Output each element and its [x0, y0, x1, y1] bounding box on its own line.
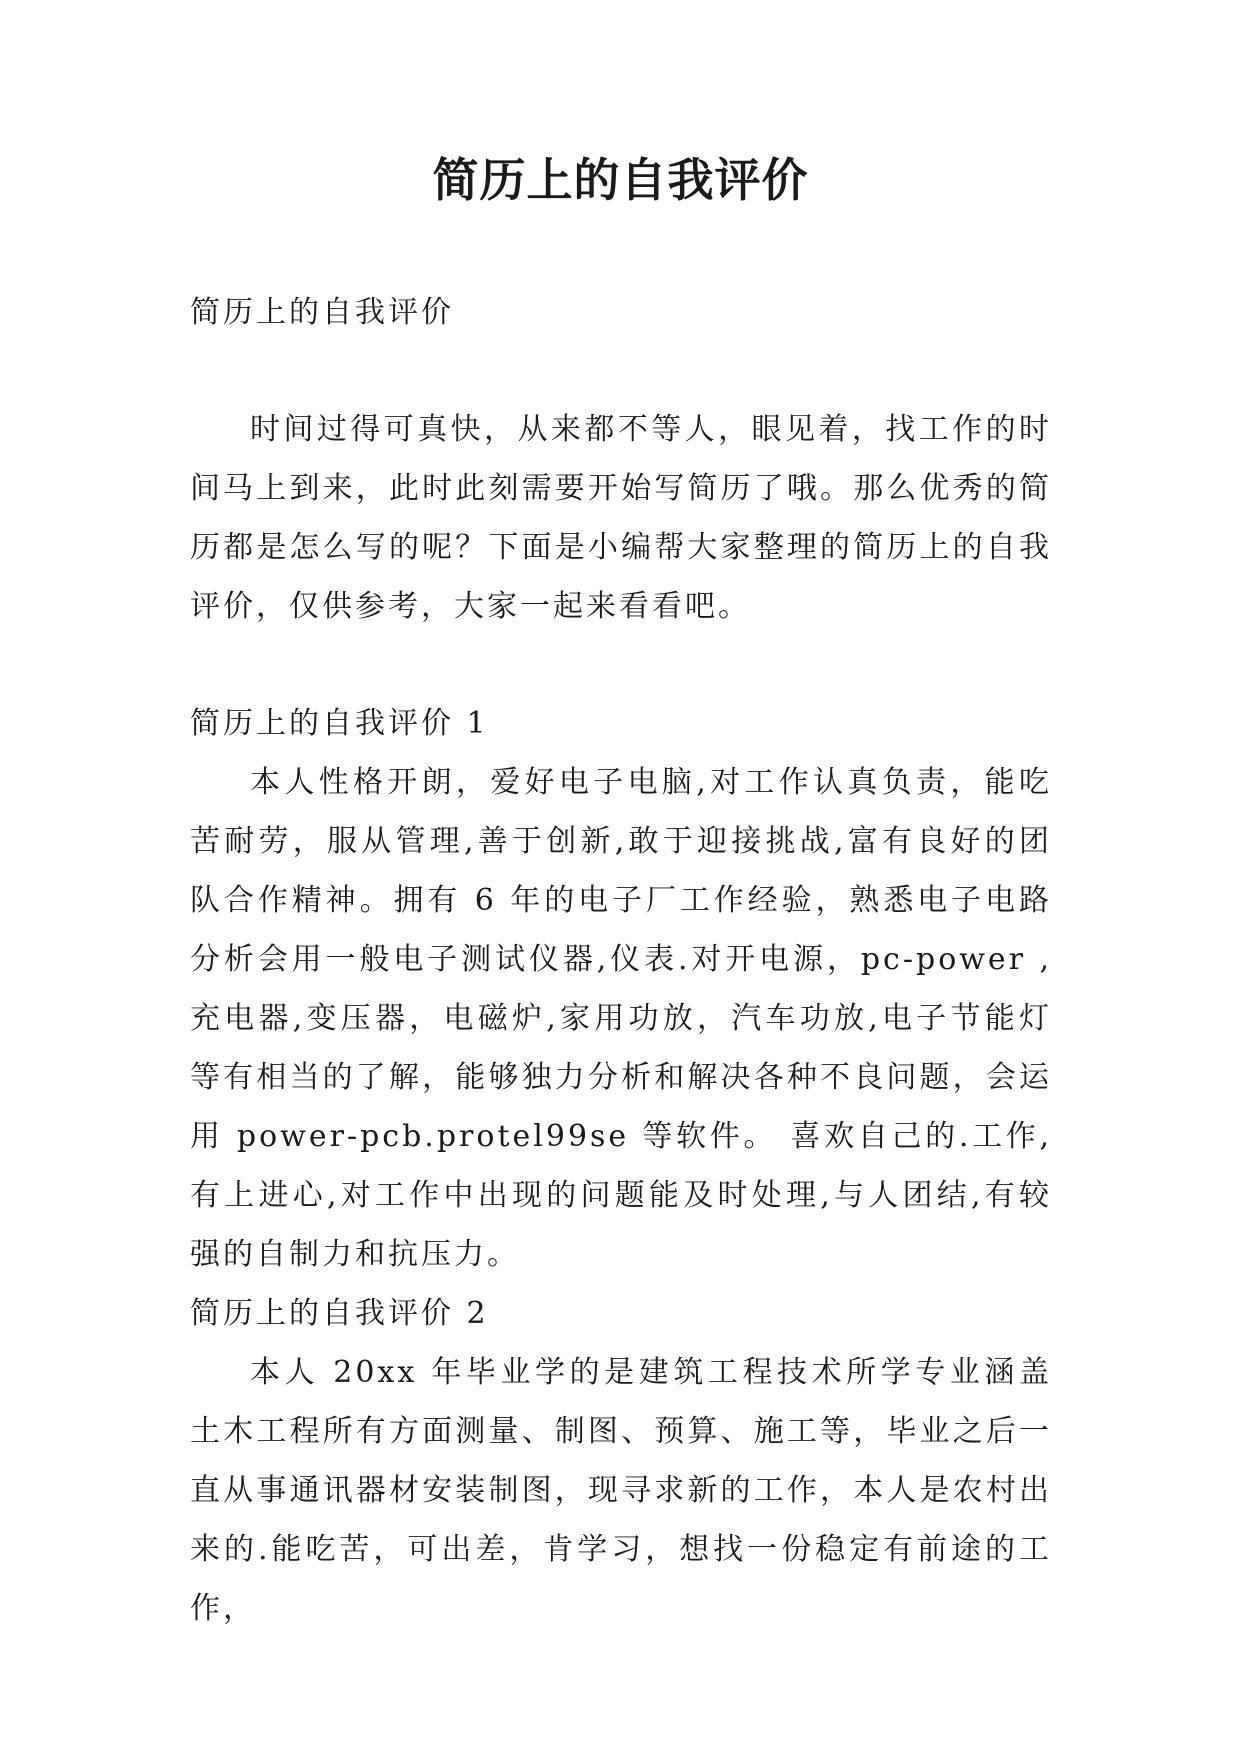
- section-heading-1: 简历上的自我评价 1: [190, 706, 489, 741]
- document-title: 简历上的自我评价: [432, 153, 809, 207]
- document-body: [190, 283, 1052, 1638]
- section-body-2: 本人 20xx 年毕业学的是建筑工程技术所学专业涵盖土木工程所有方面测量、制图、预算、施工等，毕业之后一直从事通讯器材安装制图，现寻求新的工作，本人是农村出来的.能吃苦，可出差，肯学习，想找一份稳定有前途的工作，: [190, 1355, 1052, 1626]
- intro-paragraph: 时间过得可真快，从来都不等人，眼见着，找工作的时间马上到来，此时此刻需要开始写简历了哦。那么优秀的简历都是怎么写的呢？下面是小编帮大家整理的简历上的自我评价，仅供参考，大家一起来看看吧。: [190, 412, 1052, 624]
- section-body-1: 本人性格开朗，爱好电子电脑,对工作认真负责，能吃苦耐劳，服从管理,善于创新,敢于迎接挑战,富有良好的团队合作精神。拥有 6 年的电子厂工作经验，熟悉电子电路分析会用一般电子测试仪器,仪表.对开电源，pc-power ,充电器,变压器，电磁炉,家用功放，汽车功放,电子节能灯等有相当的了解，能够独力分析和解决各种不良问题，会运用 power-pcb.protel99se 等软件。 喜欢自己的.工作,有上进心,对工作中出现的问题能及时处理,与人团结,有较强的自制力和抗压力。: [190, 765, 1052, 1272]
- spacer: [190, 636, 1052, 694]
- document-subtitle: 简历上的自我评价: [190, 295, 454, 330]
- section-heading-2: 简历上的自我评价 2: [190, 1296, 489, 1331]
- spacer: [190, 342, 1052, 400]
